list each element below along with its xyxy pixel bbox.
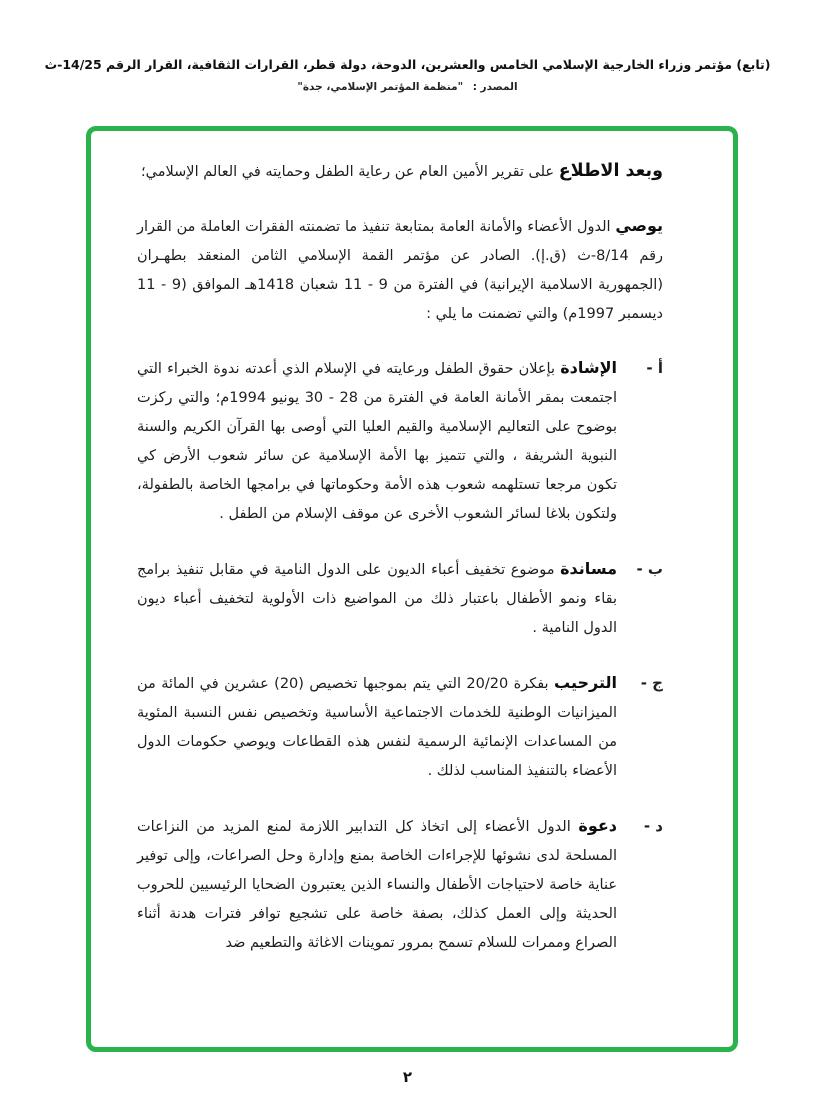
document-body bbox=[91, 131, 733, 1047]
item-lead-word: مساندة bbox=[560, 559, 617, 578]
paragraph-recommendation bbox=[137, 211, 663, 329]
item-marker: ج - bbox=[640, 674, 663, 692]
item-lead-word: الترحيب bbox=[554, 673, 617, 692]
item-marker: ب - bbox=[636, 560, 663, 578]
recommendation-text: الدول الأعضاء والأمانة العامة بمتابعة تنفيذ ما تضمنته الفقرات العاملة من القرار رقم 8/14-ث (ق.إ). الصادر عن مؤتمر القمة الإسلامي الثامن المنعقد بطهـران (الجمهورية الاسلامية الإيرانية) في الفترة من 9 - 11 شعبان 1418هـ الموافق (9 - 11 ديسمبر 1997م) والتي تضمنت ما يلي : bbox=[137, 219, 663, 322]
preamble-lead-word: وبعد الاطلاع bbox=[558, 161, 663, 181]
recommendation-lead-word: يوصي bbox=[615, 216, 663, 235]
paragraph-preamble bbox=[137, 157, 663, 187]
item-text bbox=[137, 668, 617, 786]
list-item-d bbox=[137, 811, 663, 958]
source-value: "منظمة المؤتمر الإسلامي، جدة" bbox=[297, 81, 464, 93]
header-source bbox=[40, 81, 775, 93]
item-lead-word: الإشادة bbox=[560, 358, 617, 377]
document-header bbox=[40, 56, 775, 93]
green-highlight-frame bbox=[86, 126, 738, 1052]
list-item-b bbox=[137, 554, 663, 643]
item-text bbox=[137, 554, 617, 643]
item-marker: أ - bbox=[646, 359, 663, 377]
item-body-text: موضوع تخفيف أعباء الديون على الدول النامية في مقابل تنفيذ برامج بقاء ونمو الأطفال باعتبار ذلك من المواضيع ذات الأولوية لتخفيف أعباء ديون الدول النامية . bbox=[137, 562, 617, 636]
item-body-text: الدول الأعضاء إلى اتخاذ كل التدابير اللازمة لمنع المزيد من النزاعات المسلحة لدى نشوئها للإجراءات الخاصة بمنع وإدارة وحل الصراعات، وإلى توفير عناية خاصة لاحتياجات الأطفال والنساء الذين يعتبرون الضحايا الرئيسيين للحروب الحديثة وإلى العمل كذلك، بصفة خاصة على تشجيع توافر فترات هدنة أثناء الصراع وممرات للسلام تسمح بمرور تموينات الاغاثة والتطعيم ضد bbox=[137, 819, 617, 951]
list-item-a bbox=[137, 353, 663, 529]
source-label: المصدر : bbox=[472, 81, 518, 93]
item-body-text: بفكرة 20/20 التي يتم بموجبها تخصيص (20) عشرين في المائة من الميزانيات الوطنية للخدمات الاجتماعية الأساسية وتخصيص نفس النسبة المئوية من المساعدات الإنمائية الرسمية لنفس هذه القطاعات ويوصي حكومات الدول الأعضاء بالتنفيذ المناسب لذلك . bbox=[137, 676, 617, 779]
item-text bbox=[137, 811, 617, 958]
page-number: ٢ bbox=[402, 1068, 413, 1086]
preamble-text: على تقرير الأمين العام عن رعاية الطفل وحمايته في العالم الإسلامي؛ bbox=[141, 164, 555, 180]
item-body-text: بإعلان حقوق الطفل ورعايته في الإسلام الذي أعدته ندوة الخبراء التي اجتمعت بمقر الأمانة العامة في الفترة من 28 - 30 يونيو 1994م؛ والتي ركزت بوضوح على التعاليم الإسلامية والقيم العليا التي أوصى بها القرآن الكريم والسنة النبوية الشريفة ، والتي تتميز بها الأمة الإسلامية عن سائر شعوب الأرض كي تكون مرجعا تستلهمه شعوب هذه الأمة وحكوماتها في برامجها الخاصة بالطفولة، ولتكون بلاغا لسائر الشعوب الأخرى عن موقف الإسلام من الطفل . bbox=[137, 361, 617, 522]
item-lead-word: دعوة bbox=[578, 816, 617, 835]
header-title: (تابع) مؤتمر وزراء الخارجية الإسلامي الخامس والعشرين، الدوحة، دولة قطر، القرارات الثقافية، القرار الرقم 14/25-ث bbox=[44, 57, 771, 72]
item-marker: د - bbox=[643, 817, 663, 835]
item-text bbox=[137, 353, 617, 529]
list-item-c bbox=[137, 668, 663, 786]
